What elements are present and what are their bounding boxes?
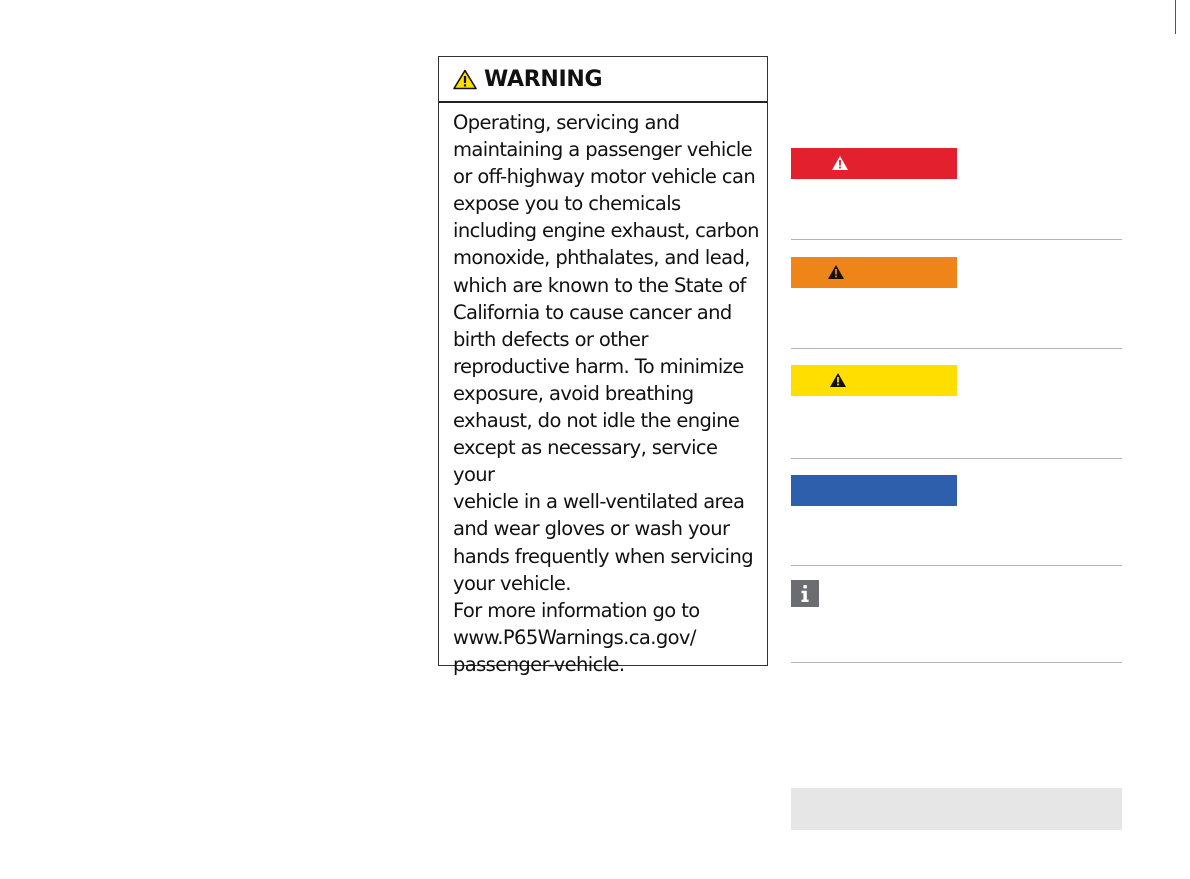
danger-signal-bar (791, 148, 957, 179)
warning-signal-bar (791, 257, 957, 288)
section-divider (791, 662, 1122, 663)
crop-mark (1175, 0, 1176, 34)
warning-triangle-icon (453, 69, 477, 90)
section-divider (791, 458, 1122, 459)
section-divider (791, 348, 1122, 349)
caution-signal-bar (791, 365, 957, 396)
warning-body-text: Operating, servicing and maintaining a passenger vehicle or off-highway motor vehicle can expose you to chemicals including engine exhaust, carbon monoxide, phthalates, and lead, which are known to the State of California to cause cancer and birth defects or other reproductive harm. To minimize exposure, avoid breathing exhaust, do not idle the engine except as necessary, service your vehicle in a well-ventilated area and wear gloves or wash your hands frequently when servicing your vehicle. For more information go to www.P65Warnings.ca.gov/ passenger-vehicle. (453, 111, 759, 676)
section-divider (791, 239, 1122, 240)
warning-triangle-icon (827, 264, 845, 280)
section-divider (791, 565, 1122, 566)
prop65-warning-label (438, 56, 768, 676)
grey-footer-box (791, 788, 1122, 830)
warning-triangle-icon (831, 155, 849, 171)
warning-triangle-icon (829, 372, 847, 388)
warning-title: WARNING (484, 66, 603, 92)
signal-word-legend (791, 0, 1122, 879)
warning-header (439, 57, 767, 103)
notice-signal-bar (791, 475, 957, 506)
info-icon (791, 580, 819, 607)
